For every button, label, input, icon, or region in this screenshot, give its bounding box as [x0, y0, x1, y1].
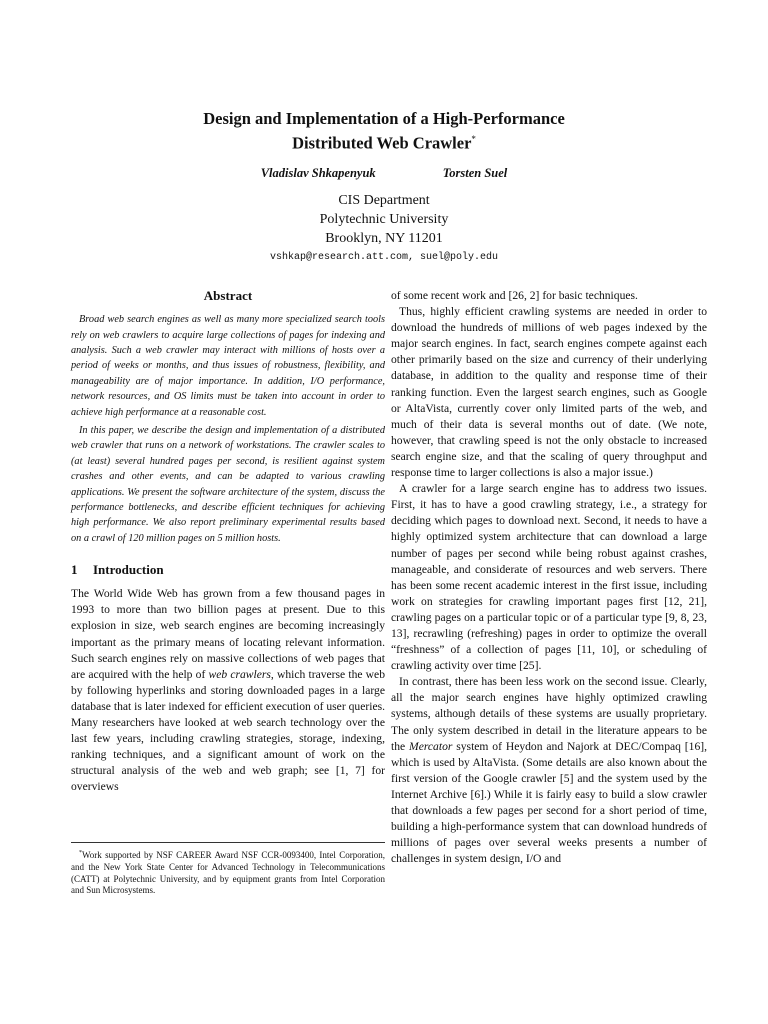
- abstract-paragraph-1: Broad web search engines as well as many more specialized search tools rely on web crawlers to acquire large collections of pages for indexing and analysis. Such a web crawler may interact with millions of hosts over a period of weeks or months, and thus issues of robustness, flexibility, and manageability are of major importance. In addition, I/O performance, network resources, and OS limits must be taken into account in order to achieve high performance at a reasonable cost.: [71, 314, 385, 418]
- section-heading-introduction: [71, 562, 385, 578]
- right-paragraph-2: A crawler for a large search engine has to address two issues. First, it has to have a good crawling strategy, i.e., a strategy for deciding which pages to download next. Second, it needs to have a highly optimized system architecture that can download a large number of pages per second while being robust against crashes, manageable, and considerate of resources and web servers. There has been some recent academic interest in the first issue, including work on strategies for crawling important pages first [12, 21], crawling pages on a particular topic or of a particular type [9, 8, 23, 13], recrawling (refreshing) pages in order to optimize the overall “freshness” of a collection of pages [11, 10], or scheduling of crawling activity over time [25].: [391, 482, 707, 673]
- affiliation: [0, 191, 768, 248]
- left-column: [71, 288, 385, 796]
- footnote: [71, 842, 385, 897]
- section-number: 1: [71, 562, 78, 578]
- affiliation-dept: CIS Department: [338, 192, 430, 208]
- right-paragraph-3: In contrast, there has been less work on the second issue. Clearly, all the major search engines have highly optimized crawling systems, although details of these systems are usually proprietary. The only system described in detail in the literature appears to be the Mercator system of Heydon and Najork at DEC/Compaq [16], which is used by AltaVista. (Some details are also known about the first version of the Google crawler [5] and the system used by the Internet Archive [6].) While it is fairly easy to build a slow crawler that downloads a few pages per second for a short period of time, building a high-performance system that can download hundreds of millions of pages over several weeks presents a number of challenges in system design, I/O and: [391, 675, 708, 866]
- header-block: [0, 108, 768, 263]
- term-web-crawlers: web crawlers: [208, 667, 271, 681]
- author-emails: vshkap@research.att.com, suel@poly.edu: [269, 251, 499, 263]
- footnote-mark: *: [79, 850, 82, 856]
- section-title: Introduction: [93, 562, 164, 578]
- abstract-paragraph-2: In this paper, we describe the design and implementation of a distributed web crawler that runs on a network of workstations. The crawler scales to (at least) several hundred pages per second, is resilient against system crashes and other events, and can be adapted to various crawling applications. We present the software architecture of the system, discuss the performance bottlenecks, and describe efficient techniques for achieving high performance. We also report preliminary experimental results based on a crawl of 120 million pages on 5 million hosts.: [71, 424, 385, 544]
- affiliation-univ: Polytechnic University: [319, 211, 449, 227]
- footnote-text: *Work supported by NSF CAREER Award NSF CCR-0093400, Intel Corporation, and the New York State Center for Advanced Technology in Telecommunications (CATT) at Polytechnic University, and by equipment grants from Intel Corporation and Sun Microsystems.: [71, 850, 385, 896]
- author-2: Torsten Suel: [442, 165, 508, 180]
- author-1: Vladislav Shkapenyuk: [260, 165, 376, 180]
- right-paragraph-1: Thus, highly efficient crawling systems are needed in order to download the hundreds of millions of web pages indexed by the major search engines. In fact, search engines compete against each other primarily based on the size and currency of their underlying database, in addition to the quality and response time of their ranking function. Even the largest search engines, such as Google or AltaVista, currently cover only limited parts of the web, and much of their data is several months out of date. (We note, however, that crawling speed is not the only obstacle to increased search engine size, and that the scaling of query throughput and response time to larger collections is also a major issue.): [391, 305, 707, 480]
- intro-paragraph-1: The World Wide Web has grown from a few thousand pages in 1993 to more than two billion pages at present. Due to this explosion in size, web search engines are becoming increasingly important as the primary means of locating relevant information. Such search engines rely on massive collections of web pages that are acquired with the help of web crawlers, which traverse the web by following hyperlinks and storing downloaded pages in a large database that is later indexed for efficient execution of user queries. Many researchers have looked at web search technology over the last few years, including crawling strategies, storage, indexing, ranking techniques, and a significant amount of work on the structural analysis of the web and web graph; see [1, 7] for overviews: [71, 587, 386, 794]
- affiliation-city: Brooklyn, NY 11201: [325, 230, 443, 246]
- paper-title: Design and Implementation of a High-Performance Distributed Web Crawler*: [203, 109, 565, 153]
- title-footnote-mark: *: [471, 134, 476, 144]
- author-list: [0, 166, 768, 181]
- right-paragraph-0: of some recent work and [26, 2] for basic techniques.: [391, 289, 638, 302]
- abstract-section: [71, 288, 385, 546]
- abstract-heading: Abstract: [203, 288, 253, 303]
- right-column: [391, 288, 707, 867]
- term-mercator: Mercator: [409, 739, 453, 753]
